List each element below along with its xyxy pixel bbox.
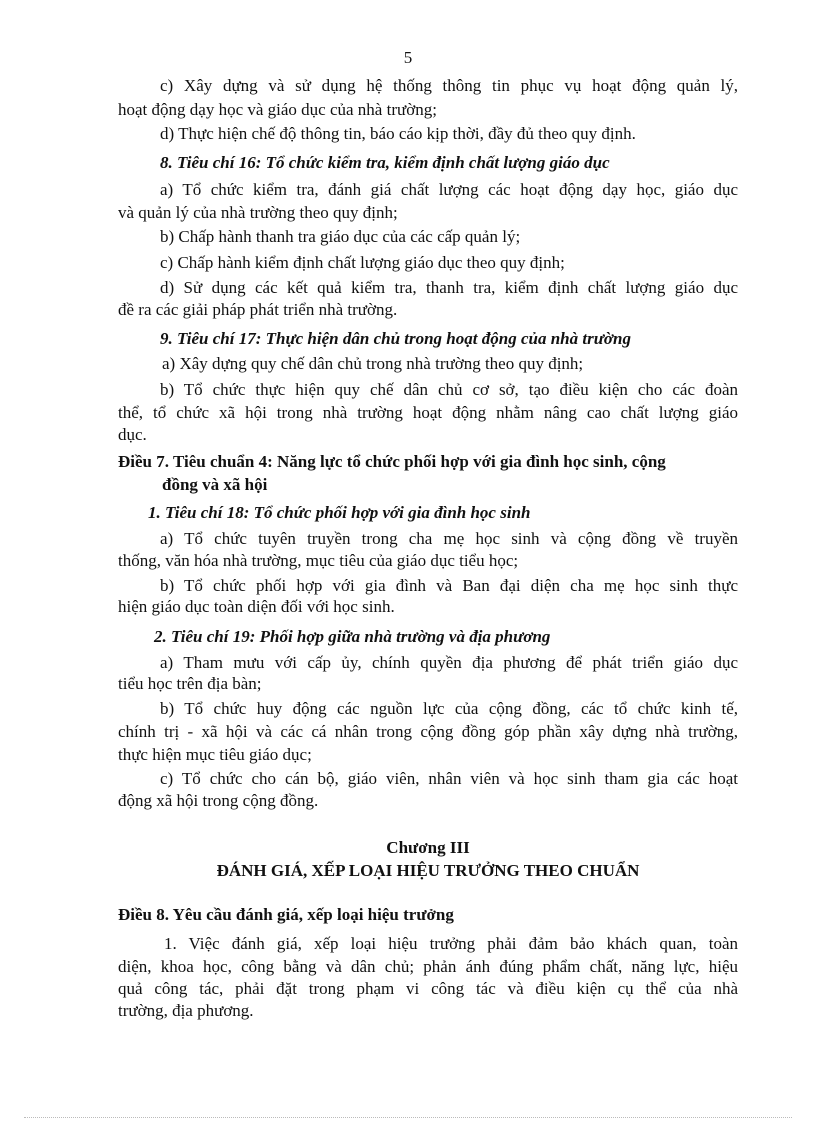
paragraph-line: dục. <box>118 425 147 444</box>
paragraph-line: b) Chấp hành thanh tra giáo dục của các cấp quản lý; <box>160 227 521 246</box>
paragraph-line: thống, văn hóa nhà trường, mục tiêu của giáo dục tiểu học; <box>118 551 519 570</box>
section-heading: 2. Tiêu chí 19: Phối hợp giữa nhà trường và địa phương <box>154 627 551 646</box>
paragraph-line: b) Tổ chức thực hiện quy chế dân chủ cơ sở, tạo điều kiện cho các đoàn <box>160 380 738 399</box>
section-heading: 9. Tiêu chí 17: Thực hiện dân chủ trong hoạt động của nhà trường <box>160 329 631 348</box>
paragraph-line: quả công tác, phải đặt trong phạm vi công tác và điều kiện cụ thể của nhà <box>118 979 738 998</box>
paragraph-line: thể, tổ chức xã hội trong nhà trường hoạt động nhằm nâng cao chất lượng giáo <box>118 403 738 422</box>
paragraph-line: hoạt động dạy học và giáo dục của nhà trường; <box>118 100 437 119</box>
paragraph-line: đề ra các giải pháp phát triển nhà trường. <box>118 300 398 319</box>
paragraph-line: thực hiện mục tiêu giáo dục; <box>118 745 312 764</box>
paragraph-line: động xã hội trong cộng đồng. <box>118 791 319 810</box>
paragraph-line: tiểu học trên địa bàn; <box>118 674 262 693</box>
article-heading: Điều 7. Tiêu chuẩn 4: Năng lực tổ chức phối hợp với gia đình học sinh, cộng <box>118 452 666 471</box>
paragraph-line: d) Sử dụng các kết quả kiểm tra, thanh tra, kiểm định chất lượng giáo dục <box>160 278 738 297</box>
paragraph-line: c) Xây dựng và sử dụng hệ thống thông tin phục vụ hoạt động quản lý, <box>160 76 738 95</box>
paragraph-line: d) Thực hiện chế độ thông tin, báo cáo kịp thời, đầy đủ theo quy định. <box>160 124 636 143</box>
section-heading: 8. Tiêu chí 16: Tổ chức kiểm tra, kiểm định chất lượng giáo dục <box>160 153 610 172</box>
paragraph-line: b) Tổ chức phối hợp với gia đình và Ban đại diện cha mẹ học sinh thực <box>160 576 738 595</box>
paragraph-line: và quản lý của nhà trường theo quy định; <box>118 203 398 222</box>
section-heading: 1. Tiêu chí 18: Tổ chức phối hợp với gia đình học sinh <box>148 503 531 522</box>
article-heading: đồng và xã hội <box>162 475 268 494</box>
paragraph-line: b) Tổ chức huy động các nguồn lực của cộng đồng, các tổ chức kinh tế, <box>160 699 738 718</box>
paragraph-line: 1. Việc đánh giá, xếp loại hiệu trưởng phải đảm bảo khách quan, toàn <box>164 934 738 953</box>
paragraph-line: a) Tổ chức tuyên truyền trong cha mẹ học sinh và cộng đồng về truyền <box>160 529 738 548</box>
paragraph-line: c) Chấp hành kiểm định chất lượng giáo dục theo quy định; <box>160 253 565 272</box>
paragraph-line: c) Tổ chức cho cán bộ, giáo viên, nhân viên và học sinh tham gia các hoạt <box>160 769 738 788</box>
paragraph-line: chính trị - xã hội và các cá nhân trong cộng đồng góp phần xây dựng nhà trường, <box>118 722 738 741</box>
chapter-number: Chương III <box>386 838 470 857</box>
paragraph-line: diện, khoa học, công bằng và dân chủ; phản ánh đúng phẩm chất, năng lực, hiệu <box>118 957 738 976</box>
page-bottom-divider <box>24 1117 792 1118</box>
paragraph-line: a) Xây dựng quy chế dân chủ trong nhà trường theo quy định; <box>162 354 584 373</box>
paragraph-line: trường, địa phương. <box>118 1001 254 1020</box>
paragraph-line: a) Tổ chức kiểm tra, đánh giá chất lượng các hoạt động dạy học, giáo dục <box>160 180 738 199</box>
paragraph-line: hiện giáo dục toàn diện đối với học sinh. <box>118 597 395 616</box>
chapter-title: ĐÁNH GIÁ, XẾP LOẠI HIỆU TRƯỞNG THEO CHUẨN <box>216 861 640 880</box>
paragraph-line: a) Tham mưu với cấp ủy, chính quyền địa phương để phát triển giáo dục <box>160 653 738 672</box>
article-heading: Điều 8. Yêu cầu đánh giá, xếp loại hiệu trưởng <box>118 905 454 924</box>
page-number: 5 <box>403 48 413 67</box>
